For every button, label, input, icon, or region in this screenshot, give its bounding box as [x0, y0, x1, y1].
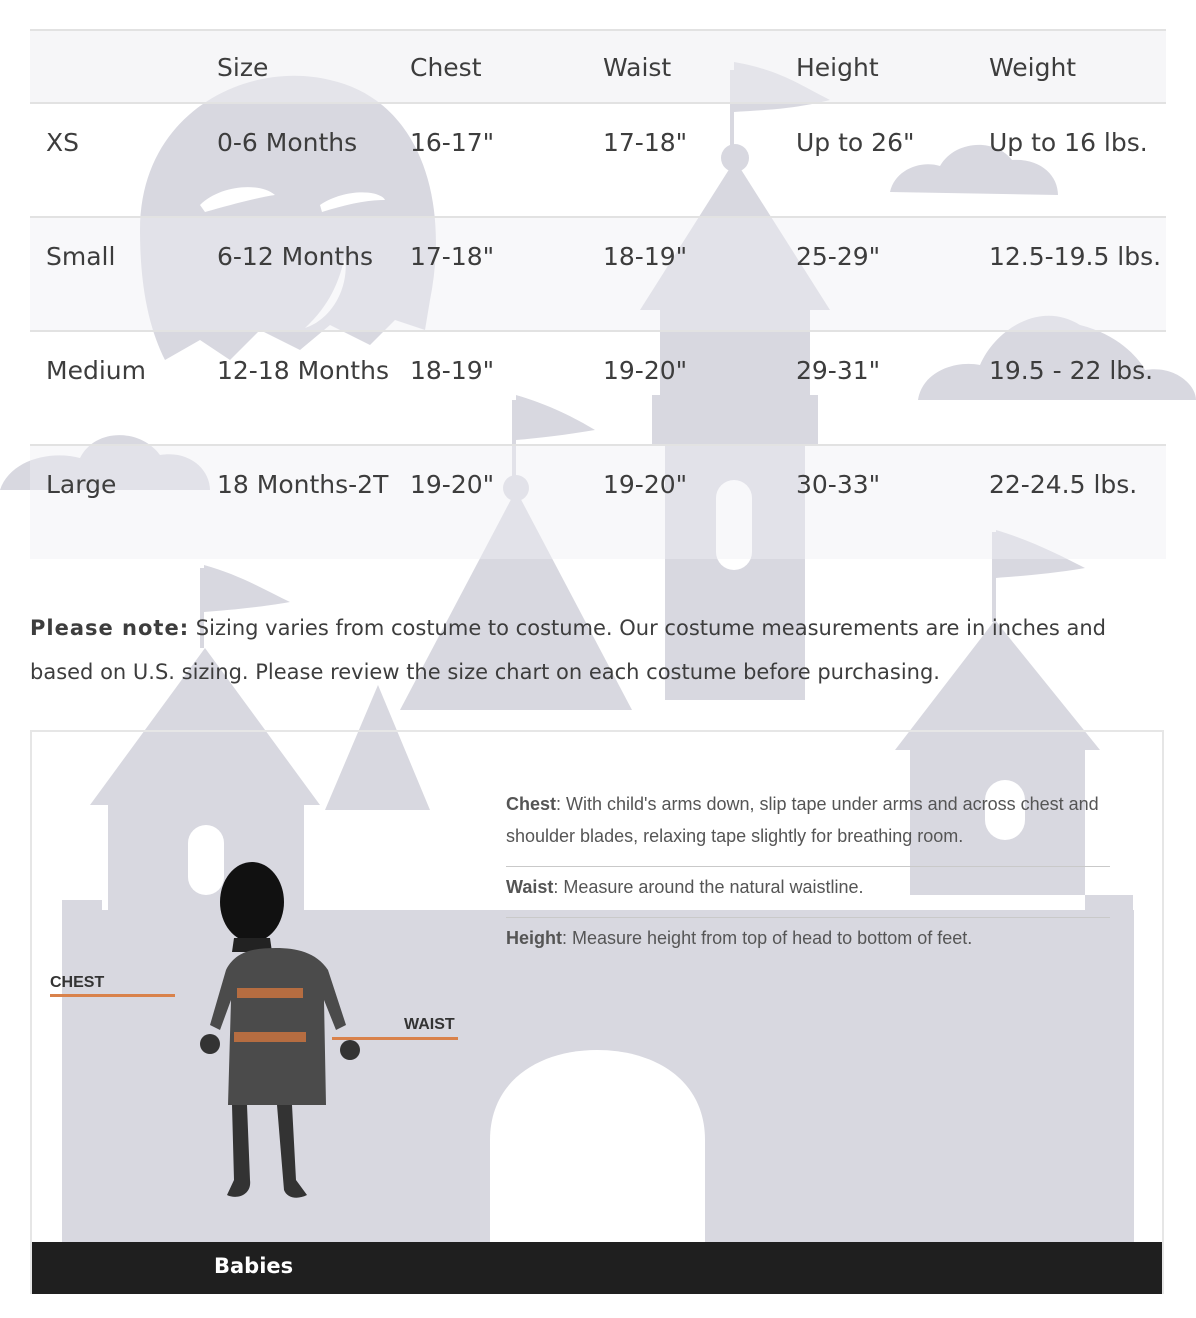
- column-header-chest: Chest: [410, 53, 482, 82]
- sizing-note: [30, 606, 1166, 694]
- table-row: [30, 445, 1166, 559]
- column-header-size: Size: [217, 53, 269, 82]
- table-cell: Up to 16 lbs.: [989, 128, 1148, 157]
- table-cell: 18 Months-2T: [217, 470, 389, 499]
- chest-label: CHEST: [50, 974, 105, 991]
- chest-line: [50, 994, 175, 997]
- table-row: [30, 103, 1166, 217]
- waist-description: Waist: Measure around the natural waistline.: [506, 867, 1110, 918]
- table-cell: 30-33": [796, 470, 881, 499]
- table-cell: 19-20": [603, 356, 688, 385]
- table-cell: 29-31": [796, 356, 881, 385]
- table-cell: 19-20": [603, 470, 688, 499]
- table-header-row: [30, 30, 1166, 103]
- table-cell: 17-18": [410, 242, 495, 271]
- note-label: Please note:: [30, 616, 190, 640]
- column-header: [30, 30, 201, 103]
- table-cell: 12.5-19.5 lbs.: [989, 242, 1162, 271]
- size-chart-table: [30, 29, 1166, 559]
- table-cell: 25-29": [796, 242, 881, 271]
- table-row: [30, 217, 1166, 331]
- table-cell: 17-18": [603, 128, 688, 157]
- table-cell: 18-19": [603, 242, 688, 271]
- chest-description: Chest: With child's arms down, slip tape under arms and across chest and shoulder blades, relaxing tape slightly for breathing room.: [506, 784, 1110, 867]
- column-header-waist: Waist: [603, 53, 672, 82]
- waist-label: WAIST: [404, 1016, 455, 1033]
- table-cell: 12-18 Months: [217, 356, 389, 385]
- column-header-height: Height: [796, 53, 879, 82]
- table-cell: 19.5 - 22 lbs.: [989, 356, 1154, 385]
- table-cell: Up to 26": [796, 128, 915, 157]
- measurement-descriptions: [506, 784, 1110, 968]
- table-row: [30, 331, 1166, 445]
- table-cell: Large: [46, 470, 117, 499]
- table-cell: 22-24.5 lbs.: [989, 470, 1138, 499]
- note-text: Sizing varies from costume to costume. Our costume measurements are in inches and based on U.S. sizing. Please review the size chart on each costume before purchasing.: [30, 616, 1106, 684]
- table-cell: XS: [46, 128, 79, 157]
- child-silhouette-icon: [192, 860, 372, 1220]
- table-cell: Medium: [46, 356, 146, 385]
- table-cell: Small: [46, 242, 116, 271]
- category-footer: [32, 1242, 1162, 1294]
- table-cell: 6-12 Months: [217, 242, 374, 271]
- category-label: Babies: [214, 1254, 294, 1278]
- table-cell: 18-19": [410, 356, 495, 385]
- column-header-weight: Weight: [989, 53, 1077, 82]
- measurement-guide: [30, 730, 1164, 1294]
- table-cell: 16-17": [410, 128, 495, 157]
- table-cell: 0-6 Months: [217, 128, 358, 157]
- height-description: Height: Measure height from top of head to bottom of feet.: [506, 928, 973, 948]
- table-cell: 19-20": [410, 470, 495, 499]
